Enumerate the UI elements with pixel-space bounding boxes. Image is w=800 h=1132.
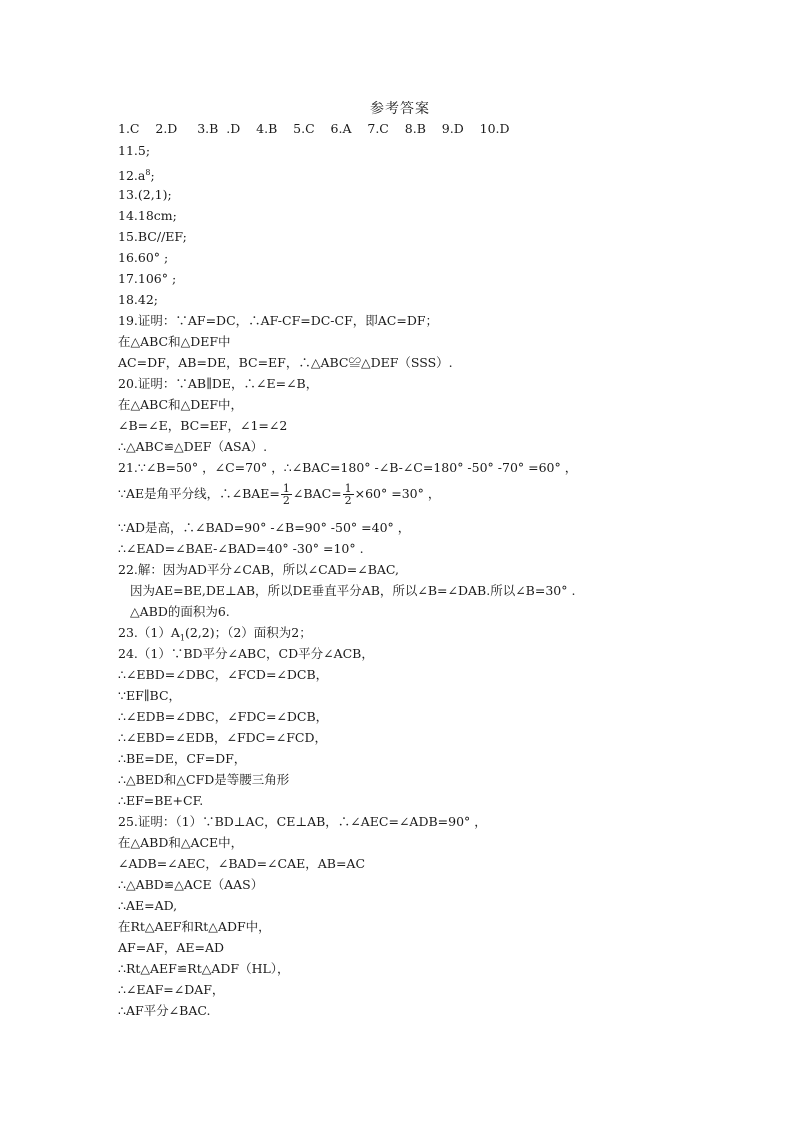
answer-line-24d: ∴∠EDB=∠DBC，∠FDC=∠DCB， bbox=[118, 709, 329, 724]
answer-line-14: 14.18cm; bbox=[118, 208, 177, 223]
answer-line-25i: ∴∠EAF=∠DAF， bbox=[118, 982, 225, 997]
answer-line-16: 16.60° ; bbox=[118, 250, 169, 265]
answer-line-21c: ∵AD是高，∴∠BAD=90° -∠B=90° -50° =40° ， bbox=[118, 520, 411, 535]
subscript: 1 bbox=[179, 633, 185, 643]
answer-line-25h: ∴Rt△AEF≌Rt△ADF（HL）， bbox=[118, 961, 290, 976]
answer-line-22c: △ABD的面积为6. bbox=[130, 604, 230, 619]
answer-line-20d: ∴△ABC≌△DEF（ASA）. bbox=[118, 439, 268, 454]
fraction: $\frac{1}{2}$ bbox=[282, 482, 290, 507]
answer-line-21d: ∴∠EAD=∠BAE-∠BAD=40° -30° =10° . bbox=[118, 541, 364, 556]
answer-line-mc: 1.C 2.D 3.B .D 4.B 5.C 6.A 7.C 8.B 9.D 10.D bbox=[118, 121, 510, 136]
answer-line-22a: 22.解：因为AD平分∠CAB，所以∠CAD=∠BAC, bbox=[118, 562, 400, 577]
answer-line-19a: 19.证明：∵AF=DC，∴AF-CF=DC-CF，即AC=DF； bbox=[118, 313, 439, 328]
answer-line-15: 15.BC//EF; bbox=[118, 229, 187, 244]
answer-line-25f: 在Rt△AEF和Rt△ADF中， bbox=[118, 919, 271, 934]
fraction: $\frac{1}{2}$ bbox=[344, 482, 352, 507]
answer-line-22b: 因为AE=BE,DE⊥AB，所以DE垂直平分AB，所以∠B=∠DAB.所以∠B=30° . bbox=[130, 583, 576, 598]
answer-line-24b: ∴∠EBD=∠DBC，∠FCD=∠DCB， bbox=[118, 667, 329, 682]
answer-line-17: 17.106° ; bbox=[118, 271, 177, 286]
answer-line-19c: AC=DF，AB=DE，BC=EF，∴△ABC≌△DEF（SSS）. bbox=[118, 355, 453, 370]
answer-line-25j: ∴AF平分∠BAC. bbox=[118, 1003, 211, 1018]
answer-line-21b: ∵AE是角平分线，∴∠BAE= $\frac{1}{2}$ ∠BAC= $\frac{1}{2}$ ×60° =30° ， bbox=[118, 482, 441, 507]
answer-line-20a: 20.证明：∵AB∥DE，∴∠E=∠B， bbox=[118, 376, 319, 391]
answer-line-13: 13.(2,1); bbox=[118, 187, 172, 202]
answer-line-20b: 在△ABC和△DEF中， bbox=[118, 397, 244, 412]
answer-line-18: 18.42; bbox=[118, 292, 158, 307]
answer-line-24f: ∴BE=DE，CF=DF， bbox=[118, 751, 247, 766]
answer-line-25d: ∴△ABD≌△ACE（AAS） bbox=[118, 877, 264, 892]
answer-line-11: 11.5; bbox=[118, 143, 151, 158]
answer-line-12: $12.a^8$; bbox=[118, 168, 155, 184]
answer-line-23: $23.(1)A_1(2,2)$；（2）面积为2； bbox=[118, 625, 312, 643]
answer-line-24c: ∵EF∥BC， bbox=[118, 688, 182, 703]
page-title: 参考答案 bbox=[370, 101, 430, 117]
answer-line-24a: 24.（1）∵BD平分∠ABC，CD平分∠ACB， bbox=[118, 646, 374, 661]
answer-line-25e: ∴AE=AD, bbox=[118, 898, 178, 913]
answer-line-25a: 25.证明：（1）∵BD⊥AC，CE⊥AB，∴∠AEC=∠ADB=90° ， bbox=[118, 814, 487, 829]
answer-line-25b: 在△ABD和△ACE中， bbox=[118, 835, 244, 850]
answer-line-25c: ∠ADB=∠AEC，∠BAD=∠CAE，AB=AC bbox=[118, 856, 366, 871]
answer-line-21a: 21.∵∠B=50° ，∠C=70° ，∴∠BAC=180° -∠B-∠C=180° -50° -70° =60° ， bbox=[118, 460, 578, 475]
answer-line-24h: ∴EF=BE+CF. bbox=[118, 793, 204, 808]
answer-line-24e: ∴∠EBD=∠EDB，∠FDC=∠FCD， bbox=[118, 730, 327, 745]
exponent: 8 bbox=[145, 168, 151, 177]
answer-line-25g: AF=AF，AE=AD bbox=[118, 940, 225, 955]
answer-line-20c: ∠B=∠E，BC=EF，∠1=∠2 bbox=[118, 418, 288, 433]
answer-line-24g: ∴△BED和△CFD是等腰三角形 bbox=[118, 772, 290, 787]
answer-line-19b: 在△ABC和△DEF中 bbox=[118, 334, 231, 349]
